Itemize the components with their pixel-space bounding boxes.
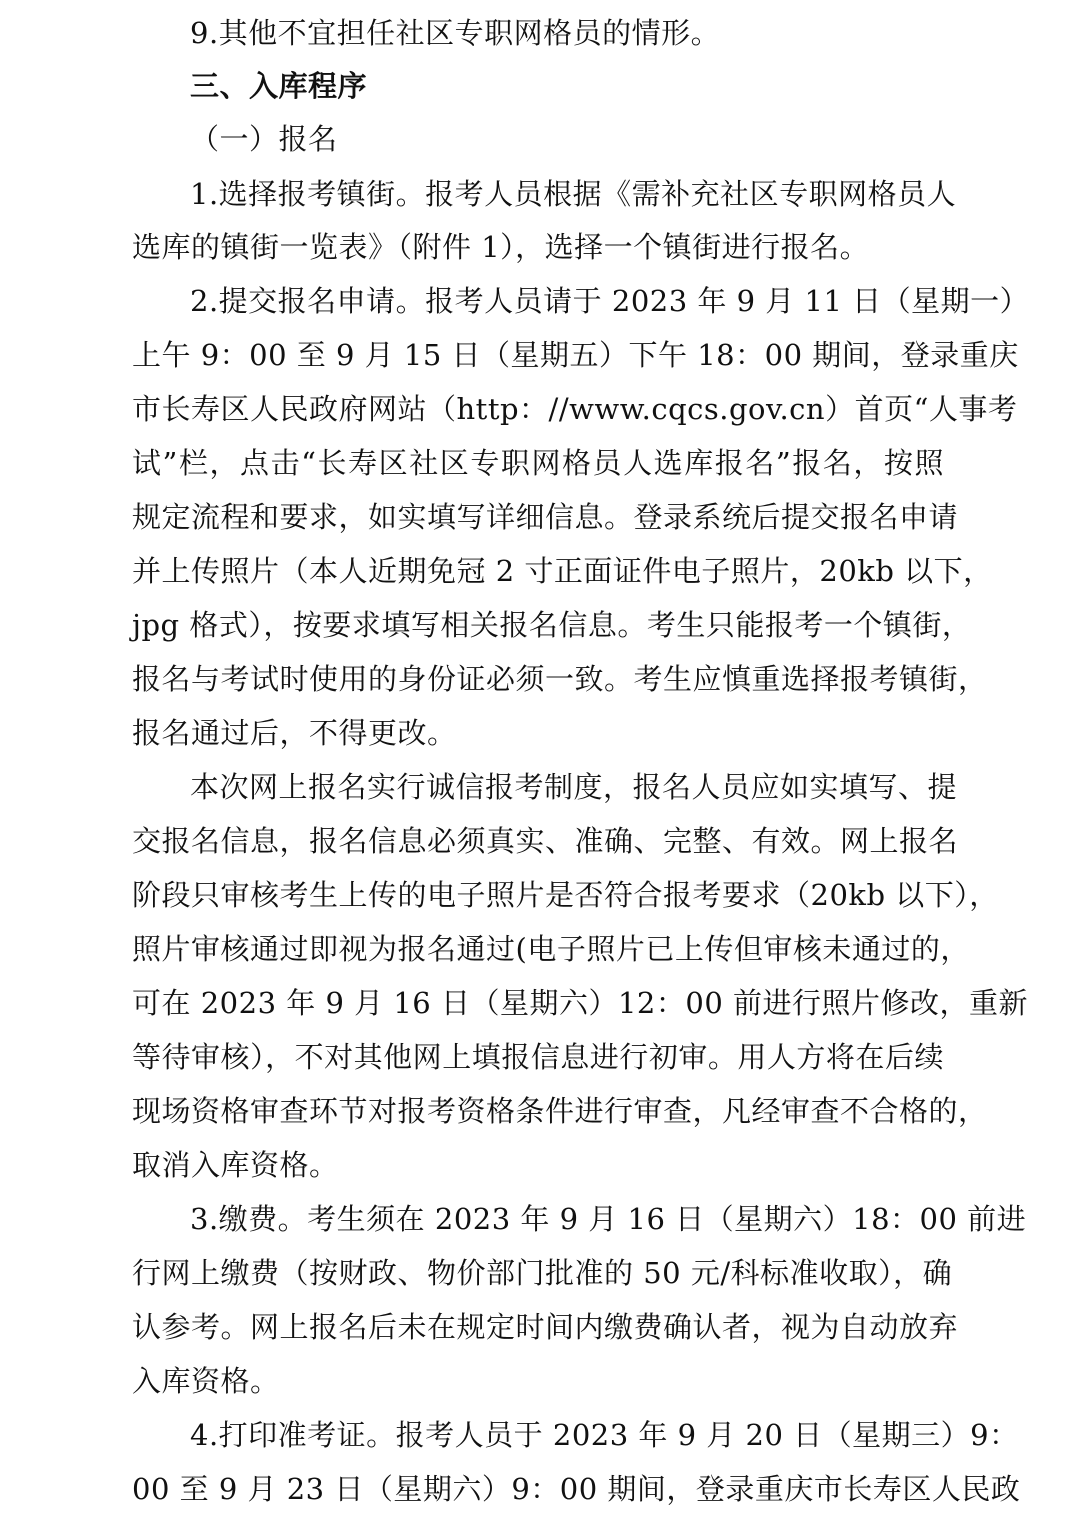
section-heading: 三、入库程序	[190, 69, 368, 103]
text-line: 上午 9：00 至 9 月 15 日（星期五）下午 18：00 期间，登录重庆	[132, 338, 1019, 372]
text-line: 行网上缴费（按财政、物价部门批准的 50 元/科标准收取），确	[132, 1256, 953, 1290]
text-line: 规定流程和要求，如实填写详细信息。登录系统后提交报名申请	[132, 500, 959, 534]
text-line: 阶段只审核考生上传的电子照片是否符合报考要求（20kb 以下），	[132, 878, 999, 912]
text-line: 市长寿区人民政府网站（http：//www.cqcs.gov.cn）首页“人事考	[132, 392, 1018, 426]
text-line: 照片审核通过即视为报名通过(电子照片已上传但审核未通过的，	[132, 932, 970, 966]
text-line: 报名通过后，不得更改。	[132, 716, 457, 750]
text-line: jpg 格式），按要求填写相关报名信息。考生只能报考一个镇街，	[132, 608, 972, 642]
subsection-heading: （一）报名	[190, 122, 338, 156]
text-line: 00 至 9 月 23 日（星期六）9：00 期间，登录重庆市长寿区人民政	[132, 1472, 1021, 1506]
text-line: 选库的镇街一览表》（附件 1），选择一个镇街进行报名。	[132, 230, 870, 264]
text-line: 可在 2023 年 9 月 16 日（星期六）12：00 前进行照片修改，重新	[132, 986, 1028, 1020]
text-line: 3.缴费。考生须在 2023 年 9 月 16 日（星期六）18：00 前进	[190, 1202, 1027, 1236]
text-line: 1.选择报考镇街。报考人员根据《需补充社区专职网格员人	[190, 177, 957, 211]
text-line: 取消入库资格。	[132, 1148, 339, 1182]
text-line: 等待审核），不对其他网上填报信息进行初审。用人方将在后续	[132, 1040, 944, 1074]
text-line: 认参考。网上报名后未在规定时间内缴费确认者，视为自动放弃	[132, 1310, 959, 1344]
text-line: 交报名信息，报名信息必须真实、准确、完整、有效。网上报名	[132, 824, 959, 858]
text-line: 4.打印准考证。报考人员于 2023 年 9 月 20 日（星期三）9：	[190, 1418, 1019, 1452]
text-line: 2.提交报名申请。报考人员请于 2023 年 9 月 11 日（星期一）	[190, 284, 1030, 318]
text-line: 报名与考试时使用的身份证必须一致。考生应慎重选择报考镇街，	[132, 662, 988, 696]
text-line: 本次网上报名实行诚信报考制度，报名人员应如实填写、提	[190, 770, 958, 804]
text-line: 9.其他不宜担任社区专职网格员的情形。	[190, 16, 721, 50]
text-line: 并上传照片（本人近期免冠 2 寸正面证件电子照片，20kb 以下，	[132, 554, 993, 588]
text-line: 现场资格审查环节对报考资格条件进行审查，凡经审查不合格的，	[132, 1094, 988, 1128]
text-line: 入库资格。	[132, 1364, 280, 1398]
text-line: 试”栏，点击“长寿区社区专职网格员人选库报名”报名，按照	[132, 446, 944, 480]
